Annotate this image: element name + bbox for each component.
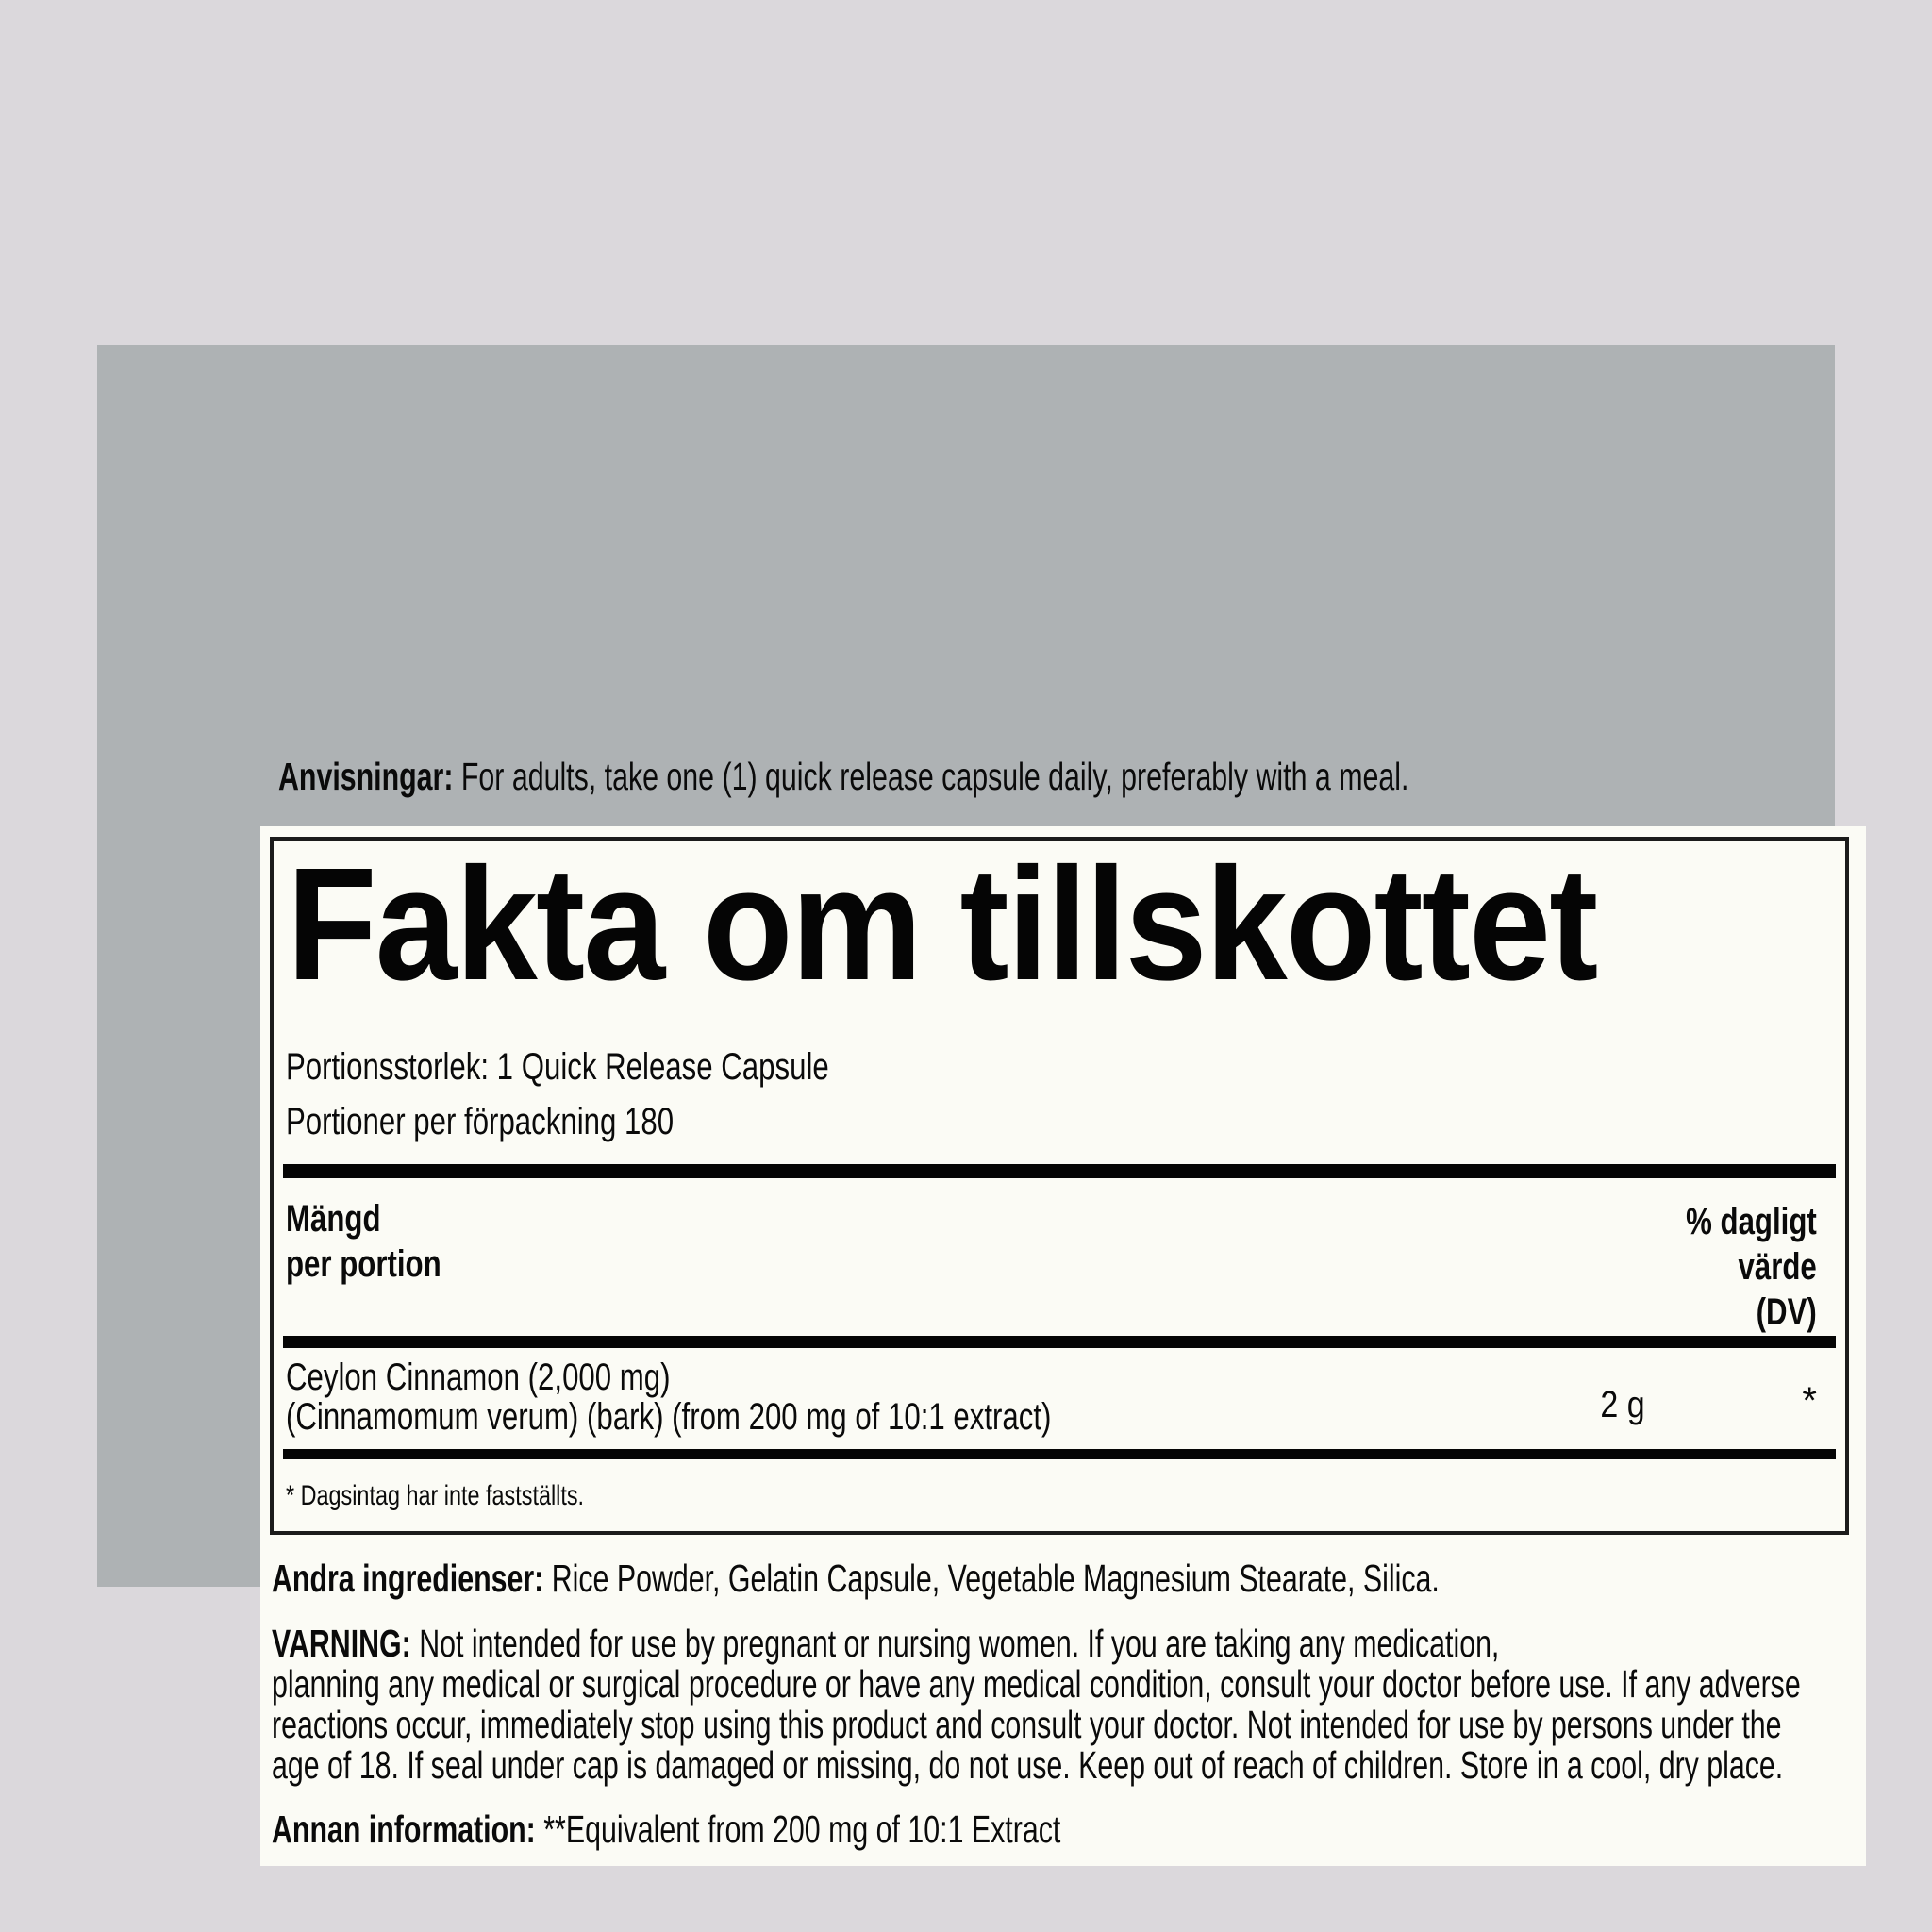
warning-line-3: reactions occur, immediately stop using this product and consult your doctor. Not intended for use by persons under the — [272, 1703, 1782, 1746]
warning-paragraph — [272, 1624, 1932, 1786]
facts-title: Fakta om tillskottet — [287, 835, 1597, 1014]
ingredient-amount: 2 g — [1600, 1384, 1645, 1425]
dv-header-line1: % dagligt — [1686, 1201, 1817, 1242]
directions-label: Anvisningar: — [278, 755, 454, 798]
other-information-label: Annan information: — [272, 1807, 536, 1851]
serving-size: Portionsstorlek: 1 Quick Release Capsule — [286, 1046, 829, 1088]
ingredient-row — [286, 1357, 1267, 1437]
other-information-line — [272, 1807, 1061, 1851]
warning-line-4: age of 18. If seal under cap is damaged or missing, do not use. Keep out of reach of children. Store in a cool, dry place. — [272, 1743, 1784, 1787]
ingredient-name: Ceylon Cinnamon (2,000 mg) — [286, 1357, 671, 1398]
servings-per-container: Portioner per förpackning 180 — [286, 1101, 675, 1142]
other-ingredients-text: Rice Powder, Gelatin Capsule, Vegetable Magnesium Stearate, Silica. — [551, 1557, 1440, 1600]
dv-header-line2: värde — [1738, 1246, 1817, 1288]
thick-rule-top — [283, 1164, 1836, 1178]
label-sheet — [260, 826, 1866, 1866]
warning-label: VARNING: — [272, 1622, 411, 1665]
amount-per-serving-header — [286, 1196, 485, 1287]
other-ingredients-label: Andra ingredienser: — [272, 1557, 544, 1600]
other-ingredients-line — [272, 1559, 1440, 1598]
label-background-panel — [97, 345, 1835, 1851]
directions-line — [278, 755, 1409, 798]
thin-rule-bottom — [283, 1449, 1836, 1459]
warning-line-1 — [272, 1624, 1801, 1664]
daily-value-footnote: * Dagsintag har inte fastställts. — [286, 1480, 585, 1511]
dv-header-line3: (DV) — [1756, 1291, 1817, 1333]
supplement-facts-box — [270, 837, 1849, 1535]
directions-text: For adults, take one (1) quick release capsule daily, preferably with a meal. — [460, 755, 1409, 798]
amount-header-line2: per portion — [286, 1243, 441, 1285]
other-information-text: **Equivalent from 200 mg of 10:1 Extract — [543, 1807, 1061, 1851]
amount-header-line1: Mängd — [286, 1198, 381, 1240]
ingredient-detail: (Cinnamomum verum) (bark) (from 200 mg of 10:1 extract) — [286, 1396, 1052, 1438]
daily-value-header — [1649, 1199, 1817, 1335]
ingredient-daily-value: * — [1802, 1380, 1817, 1422]
thick-rule-middle — [283, 1336, 1836, 1348]
warning-text-1: Not intended for use by pregnant or nursing women. If you are taking any medication, — [419, 1622, 1500, 1665]
warning-line-2: planning any medical or surgical procedure or have any medical condition, consult your doctor before use. If any adverse — [272, 1662, 1801, 1706]
